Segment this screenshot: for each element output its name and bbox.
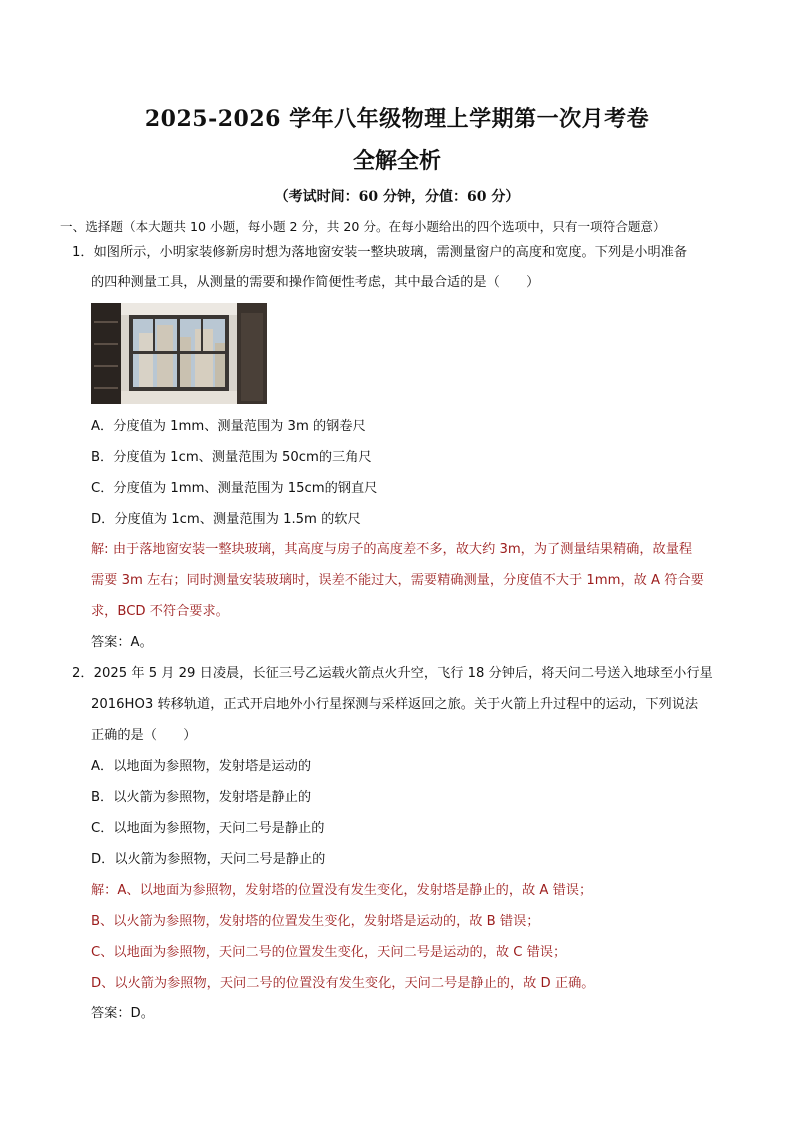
q2-answer: 答案：D。 bbox=[91, 1006, 154, 1021]
q2-option-d: D．以火箭为参照物，天问二号是静止的 bbox=[91, 852, 326, 867]
q2-stem-line2: 2016HO3 转移轨道，正式开启地外小行星探测与采样返回之旅。关于火箭上升过程中的运动，下列说法 bbox=[91, 697, 699, 712]
q1-solution-line3: 求，BCD 不符合要求。 bbox=[91, 604, 229, 619]
q2-option-b: B．以火箭为参照物，发射塔是静止的 bbox=[91, 790, 312, 805]
exam-subtitle: 全解全析 bbox=[352, 148, 441, 174]
q1-stem-line1: 1．如图所示，小明家装修新房时想为落地窗安装一整块玻璃，需测量窗户的高度和宽度。下列是小明准备 bbox=[72, 245, 688, 260]
window-photo-illustration bbox=[91, 303, 267, 404]
q1-option-a: A．分度值为 1mm、测量范围为 3m 的钢卷尺 bbox=[91, 419, 366, 434]
q2-stem-line1: 2．2025 年 5 月 29 日凌晨，长征三号乙运载火箭点火升空，飞行 18 分钟后，将天问二号送入地球至小行星 bbox=[72, 666, 713, 681]
q1-option-b: B．分度值为 1cm、测量范围为 50cm的三角尺 bbox=[91, 450, 372, 465]
q2-solution-line1: 解：A、以地面为参照物，发射塔的位置没有发生变化，发射塔是静止的，故 A 错误； bbox=[91, 883, 593, 898]
q1-option-d: D．分度值为 1cm、测量范围为 1.5m 的软尺 bbox=[91, 512, 361, 527]
exam-title: 2025-2026 学年八年级物理上学期第一次月考卷 bbox=[144, 106, 650, 132]
exam-info: （考试时间：60 分钟，分值：60 分） bbox=[274, 189, 520, 205]
q1-stem-line2: 的四种测量工具，从测量的需要和操作简便性考虑，其中最合适的是（ ） bbox=[91, 275, 540, 290]
q1-option-c: C．分度值为 1mm、测量范围为 15cm的钢直尺 bbox=[91, 481, 378, 496]
q1-answer: 答案：A。 bbox=[91, 635, 153, 650]
q2-solution-line4: D、以火箭为参照物，天问二号的位置没有发生变化，天问二号是静止的，故 D 正确。 bbox=[91, 976, 595, 991]
q2-option-c: C．以地面为参照物，天问二号是静止的 bbox=[91, 821, 325, 836]
q2-option-a: A．以地面为参照物，发射塔是运动的 bbox=[91, 759, 312, 774]
window-photo bbox=[91, 303, 267, 404]
section-heading: 一、选择题（本大题共 10 小题，每小题 2 分，共 20 分。在每小题给出的四个选项中，只有一项符合题意） bbox=[60, 219, 666, 234]
q1-solution-line1: 解: 由于落地窗安装一整块玻璃，其高度与房子的高度差不多，故大约 3m，为了测量结果精确，故量程 bbox=[91, 542, 693, 557]
q2-stem-line3: 正确的是（ ） bbox=[91, 728, 197, 743]
q2-solution-line3: C、以地面为参照物，天问二号的位置发生变化，天问二号是运动的，故 C 错误； bbox=[91, 945, 567, 960]
q1-solution-line2: 需要 3m 左右；同时测量安装玻璃时，误差不能过大，需要精确测量，分度值不大于 1mm，故 A 符合要 bbox=[91, 573, 704, 588]
q2-solution-line2: B、以火箭为参照物，发射塔的位置发生变化，发射塔是运动的，故 B 错误； bbox=[91, 914, 540, 929]
